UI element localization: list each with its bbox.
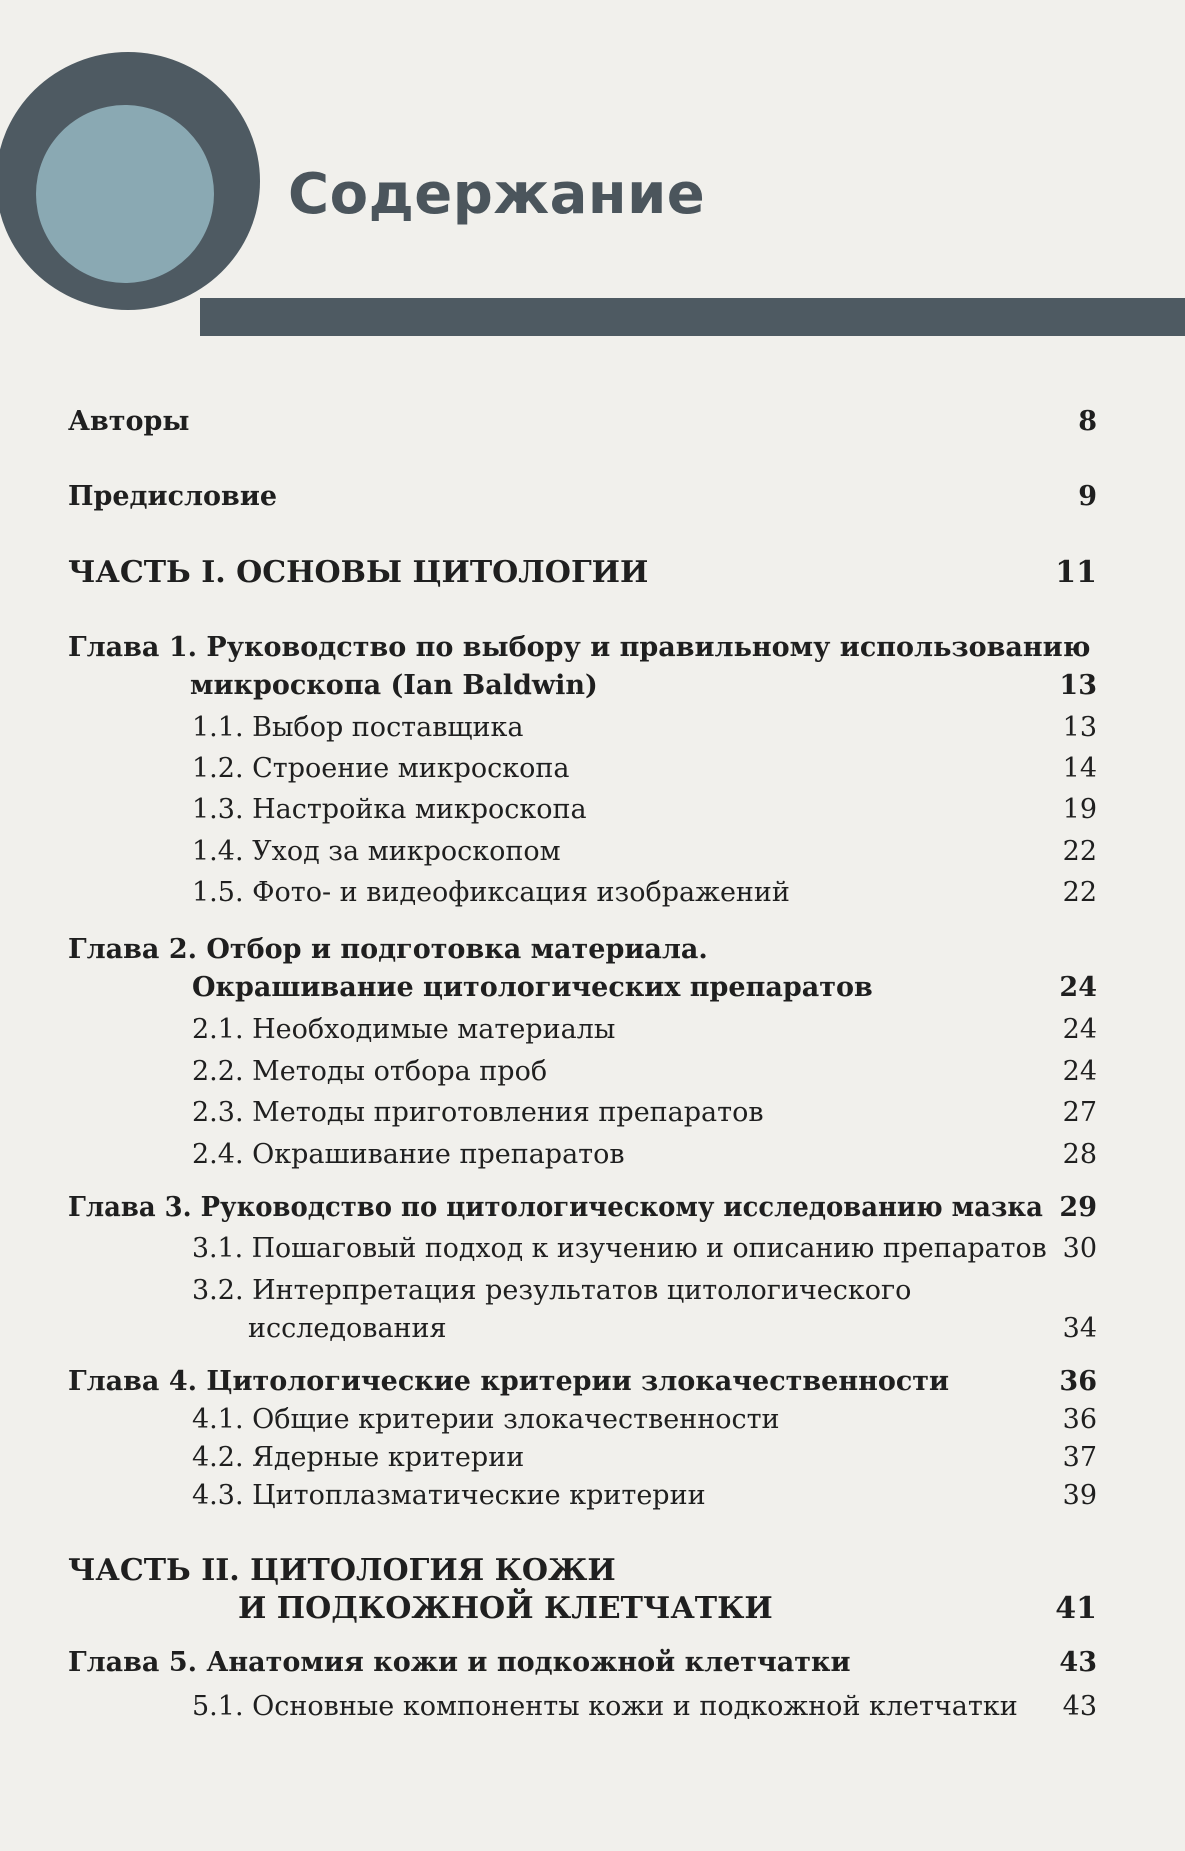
header-circle-decoration [36,105,214,283]
toc-page-number: 39 [1062,1480,1097,1511]
toc-chapter-label-cont: микроскопа (Ian Baldwin) [190,670,598,701]
toc-section-label: 1.3. Настройка микроскопа [192,794,587,825]
toc-page-number: 24 [1062,1056,1097,1087]
toc-section-label: 1.1. Выбор поставщика [192,712,524,743]
toc-entry-label: Авторы [68,406,190,437]
toc-section-label: 4.3. Цитоплазматические критерии [192,1480,706,1511]
toc-page-number: 8 [1078,406,1097,437]
toc-part-label: ЧАСТЬ I. ОСНОВЫ ЦИТОЛОГИИ [68,555,649,590]
toc-page-number: 13 [1059,670,1097,701]
toc-section-label: 4.2. Ядерные критерии [192,1442,525,1473]
toc-page-number: 34 [1062,1313,1097,1344]
toc-page-number: 24 [1059,972,1097,1003]
header-bar-decoration [200,298,1185,336]
toc-section-label: 1.2. Строение микроскопа [192,753,570,784]
toc-page-number: 22 [1062,877,1097,908]
toc-page-number: 28 [1062,1139,1097,1170]
toc-section-label: 3.1. Пошаговый подход к изучению и описанию препаратов [192,1233,1047,1264]
toc-page-number: 43 [1059,1647,1097,1678]
toc-page-number: 24 [1062,1014,1097,1045]
toc-part-label-cont: И ПОДКОЖНОЙ КЛЕТЧАТКИ [238,1591,773,1626]
toc-section-label: 2.3. Методы приготовления препаратов [192,1097,764,1128]
toc-section-label: 4.1. Общие критерии злокачественности [192,1404,780,1435]
toc-page-number: 11 [1055,555,1097,590]
toc-chapter-label: Глава 1. Руководство по выбору и правильному использованию [68,632,1091,663]
toc-section-label-cont: исследования [248,1313,447,1344]
toc-page-number: 19 [1062,794,1097,825]
toc-chapter-label: Глава 3. Руководство по цитологическому исследованию мазка [68,1192,1043,1223]
toc-page-number: 22 [1062,836,1097,867]
toc-page-number: 9 [1078,481,1097,512]
toc-chapter-label: Глава 4. Цитологические критерии злокачественности [68,1366,950,1397]
page-title: Содержание [288,162,706,227]
toc-part-label: ЧАСТЬ II. ЦИТОЛОГИЯ КОЖИ [68,1553,616,1588]
toc-section-label: 2.1. Необходимые материалы [192,1014,616,1045]
toc-entry-label: Предисловие [68,481,278,512]
toc-page-number: 13 [1062,712,1097,743]
toc-section-label: 2.4. Окрашивание препаратов [192,1139,625,1170]
toc-section-label: 3.2. Интерпретация результатов цитологического [192,1275,912,1306]
toc-chapter-label: Глава 2. Отбор и подготовка материала. [68,934,708,965]
toc-page-number: 41 [1055,1591,1097,1626]
toc-page-number: 14 [1062,753,1097,784]
toc-page-number: 27 [1062,1097,1097,1128]
toc-page-number: 29 [1059,1192,1097,1223]
toc-section-label: 1.4. Уход за микроскопом [192,836,561,867]
toc-page-number: 37 [1062,1442,1097,1473]
toc-section-label: 2.2. Методы отбора проб [192,1056,548,1087]
toc-section-label: 1.5. Фото- и видеофиксация изображений [192,877,790,908]
toc-page-number: 36 [1059,1366,1097,1397]
toc-chapter-label-cont: Окрашивание цитологических препаратов [192,972,873,1003]
toc-chapter-label: Глава 5. Анатомия кожи и подкожной клетчатки [68,1647,851,1678]
toc-section-label: 5.1. Основные компоненты кожи и подкожной клетчатки [192,1691,1018,1722]
toc-page-number: 30 [1062,1233,1097,1264]
toc-page-number: 36 [1062,1404,1097,1435]
toc-page-number: 43 [1062,1691,1097,1722]
